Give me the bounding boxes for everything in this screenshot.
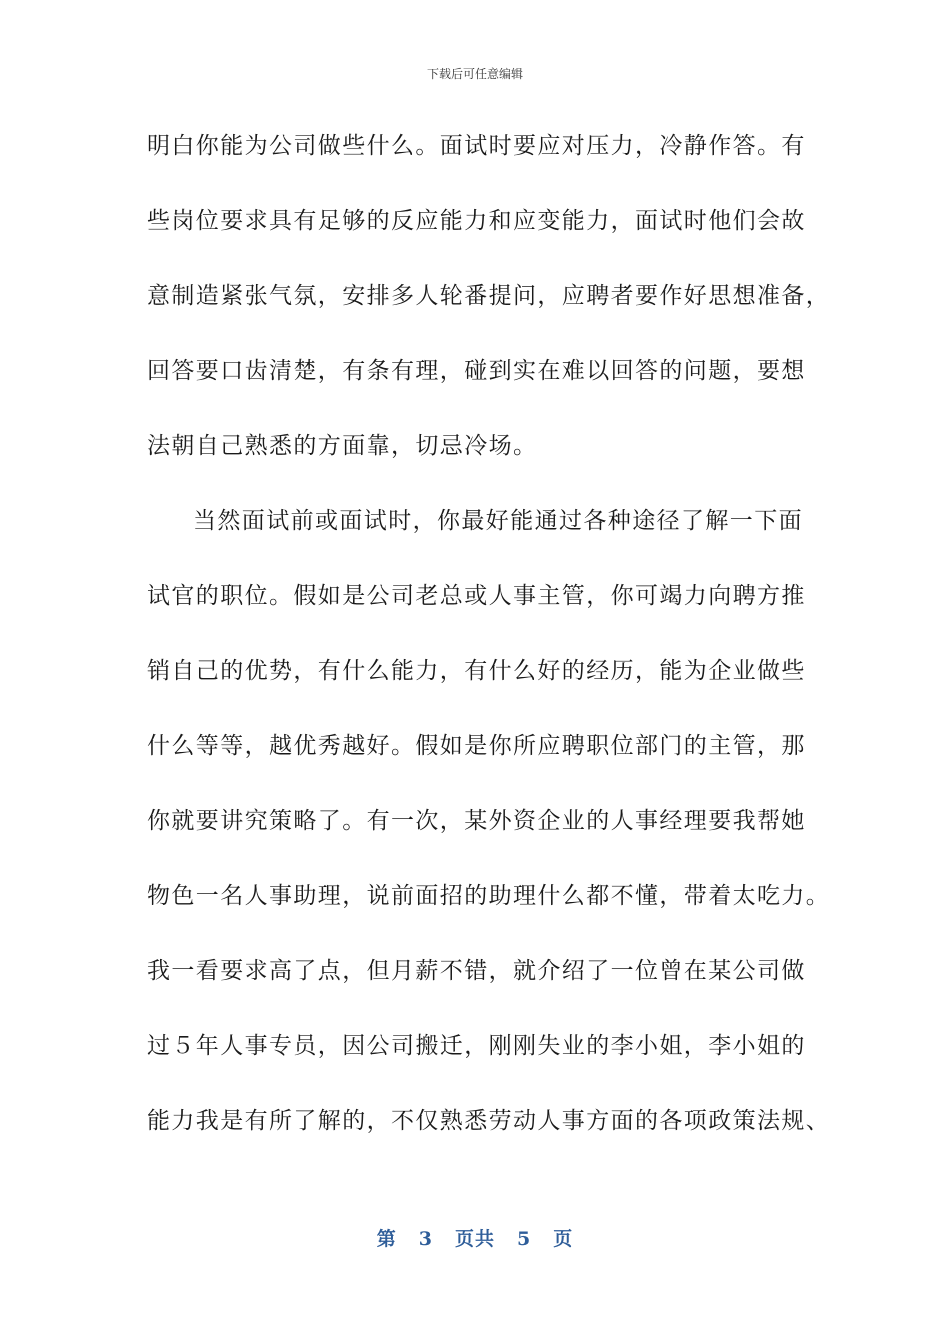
- total-pages-number: 5: [517, 1228, 532, 1250]
- text-line: 销自己的优势，有什么能力，有什么好的经历，能为企业做些: [147, 658, 806, 684]
- text-line: 法朝自己熟悉的方面靠，切忌冷场。: [147, 433, 538, 459]
- text-line: 当然面试前或面试时，你最好能通过各种途径了解一下面: [193, 508, 803, 534]
- text-line: 物色一名人事助理，说前面招的助理什么都不懂，带着太吃力。: [147, 883, 831, 909]
- text-line: 试官的职位。假如是公司老总或人事主管，你可竭力向聘方推: [147, 583, 806, 609]
- footer-suffix: 页: [553, 1228, 574, 1250]
- text-line: 明白你能为公司做些什么。面试时要应对压力，冷静作答。有: [147, 133, 806, 159]
- page-number-footer: [0, 1226, 950, 1252]
- footer-prefix: 第: [376, 1228, 397, 1250]
- text-line: 些岗位要求具有足够的反应能力和应变能力，面试时他们会故: [147, 208, 806, 234]
- current-page-number: 3: [418, 1228, 433, 1250]
- text-line: 回答要口齿清楚，有条有理，碰到实在难以回答的问题，要想: [147, 358, 806, 384]
- text-line: 过５年人事专员，因公司搬迁，刚刚失业的李小姐，李小姐的: [147, 1033, 806, 1059]
- text-line: 能力我是有所了解的，不仅熟悉劳动人事方面的各项政策法规、: [147, 1108, 831, 1134]
- text-line: 什么等等，越优秀越好。假如是你所应聘职位部门的主管，那: [147, 733, 806, 759]
- page-header: 下载后可任意编辑: [426, 67, 523, 81]
- text-line: 意制造紧张气氛，安排多人轮番提问，应聘者要作好思想准备，: [147, 283, 831, 309]
- footer-middle: 页共: [454, 1228, 495, 1250]
- text-line: 你就要讲究策略了。有一次，某外资企业的人事经理要我帮她: [147, 808, 806, 834]
- text-line: 我一看要求高了点，但月薪不错，就介绍了一位曾在某公司做: [147, 958, 806, 984]
